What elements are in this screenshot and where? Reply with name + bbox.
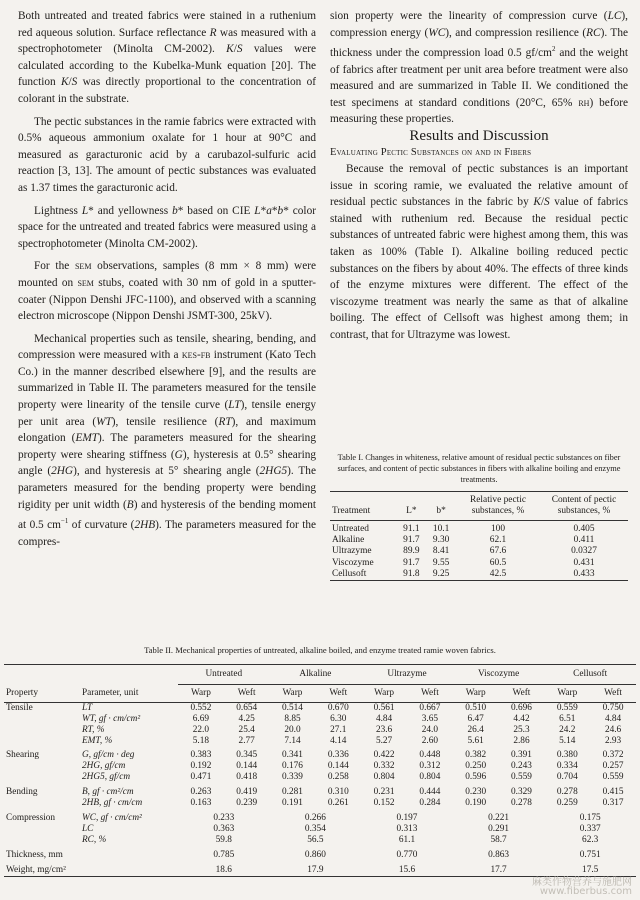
table-2-cell: 0.372 [602,750,624,761]
table-2-cell: 0.230 [465,787,487,798]
table-1-cell: 0.405 [573,524,595,534]
table-1-header-row [330,492,628,521]
left-column [18,8,316,550]
table-2-cell: 20.0 [284,724,301,735]
table-2-cell: 0.383 [190,750,212,761]
paragraph-compression: sion property were the linearity of compression curve (LC), compression energy (WC), and compression resilience (RC). The thickness under the compression load 0.5 $gf/cm^2$ and the weight of fabrics after treatment per unit area before treatment were also measured and are summarized in Table II. We conditioned the test specimens at standard conditions (20°C, 65% rh) before measuring these properties. [330,10,629,126]
table-2-cell: 17.9 [307,864,324,875]
table-2-property [4,725,80,736]
table-2-col-warp: Warp [178,684,224,702]
table-2-cell: 5.61 [467,735,484,746]
table-2-cell: 8.85 [284,713,301,724]
table-2-cell: 0.337 [579,823,601,834]
table-2-property [4,772,80,783]
table-2-cell: 62.3 [582,834,599,845]
table-2-group-viscozyme: Viscozyme [453,665,545,685]
table-2-property [4,761,80,772]
table-2-cell: 7.14 [284,735,301,746]
table-2-cell: 0.785 [213,849,235,860]
table-2-cell: 0.596 [465,772,487,783]
table-2-subheader-row [4,684,636,702]
table-2-cell: 0.176 [282,761,303,772]
table-2-row [4,783,636,798]
table-2-row [4,725,636,736]
table-2-parameter: 2HB, gf · cm/cm [82,798,143,809]
table-2 [4,645,636,877]
table-2-cell: 0.336 [327,750,349,761]
table-2-cell: 0.382 [465,750,487,761]
table-1-cell: 8.41 [432,546,450,557]
table-2-parameter: G, gf/cm · deg [82,750,135,761]
table-2-col-weft: Weft [224,684,270,702]
table-1-header: b* [436,506,446,516]
table-2-property [4,824,80,835]
paragraph-staining: Both untreated and treated fabrics were stained in a ruthenium red aqueous solution. Surface reflectance R was measured with a spectrophotometer (Minolta CM-2002). K/S values were calculated according to the Kubelka-Munk equation [20]. The function K/S was directly proportional to the concentration of colorant in the substrate. [18,10,317,105]
table-2-cell: 0.341 [282,750,303,761]
table-2-cell: 0.259 [556,798,578,809]
paragraph-lightness: Lightness L* and yellowness b* based on CIE L*a*b* color space for the untreated and treated fabrics were measured using a spectrophotometer (Minolta CM-2002). [18,204,316,250]
table-2-cell: 5.18 [192,735,210,746]
table-1-cell: 91.7 [403,535,420,546]
table-2-parameter: 2HG, gf/cm [82,761,126,772]
table-2-cell: 4.42 [513,713,530,724]
table-1-cell: 9.30 [432,535,450,546]
table-2-col-warp: Warp [361,684,407,702]
table-2-group-ultrazyme: Ultrazyme [361,665,453,685]
table-2-cell: 22.0 [192,724,210,735]
table-2-cell: 0.190 [465,798,487,809]
table-1-cell: Cellusoft [332,568,367,579]
table-1-cell: Untreated [332,524,369,534]
table-2-cell: 0.670 [327,702,349,713]
table-2-cell: 0.561 [373,702,395,713]
watermark-cn: 麻类作物营养与施肥网 [532,877,632,888]
table-2-cell: 0.221 [488,812,510,823]
table-2-cell: 0.291 [488,823,510,834]
table-2-cell: 24.2 [559,724,576,735]
table-2-cell: 0.363 [213,823,235,834]
table-1-cell: 0.0327 [571,546,597,557]
table-2-cell: 0.448 [419,750,441,761]
table-2-cell: 0.559 [556,702,578,713]
table-2-cell: 27.1 [330,724,347,735]
table-2-cell: 4.84 [375,713,393,724]
table-2-cell: 0.329 [511,787,532,798]
paragraph-results: Because the removal of pectic substances is an important issue in scoring ramie, we evaluated the relative amount of residual pectic substances in the fabric by K/S value of fabrics stained with ruthenium red. Because the residual pectic substances of untreated fabric were highest among them, this was taken as 100% (Table I). Alkaline boiling reduced pectic substances on the fibers by about 40%. The effects of three kinds of the enzyme mixtures were different. The effect of the viscozyme treatment was nearly the same as that of alkaline boiling. The effect of Cellsoft was highest among them; in contrast, that for Ultrazyme was lowest. [330,163,628,342]
table-2-row [4,798,636,809]
table-2-cell: 2.60 [421,735,439,746]
table-2-cell: 0.258 [327,772,349,783]
table-2-group-cellusoft: Cellusoft [544,665,636,685]
table-2-cell: 0.313 [396,823,418,834]
table-2-row [4,824,636,835]
table-2-row [4,746,636,761]
table-2-cell: 0.704 [556,772,578,783]
table-2-cell: 0.444 [419,787,441,798]
table-2-cell: 0.418 [236,772,258,783]
table-2-cell: 0.332 [373,761,395,772]
table-2-property: Thickness, mm [6,849,63,860]
table-2-col-weft: Weft [590,684,636,702]
table-2-cell: 59.8 [215,834,232,845]
table-2-cell: 0.804 [373,772,395,783]
table-1-caption: Table I. Changes in whiteness, relative amount of residual pectic substances on fiber surfaces, and content of pectic substances in fibers with alkaline boiling and enzyme treatments. [337,453,621,484]
table-1-cell: 89.9 [403,546,420,557]
table-1-cell: Viscozyme [332,557,374,568]
table-2-cell: 0.696 [511,702,532,713]
table-2-row [4,772,636,783]
table-2-caption: Table II. Mechanical properties of untreated, alkaline boiled, and enzyme treated ramie woven fabrics. [144,645,496,655]
table-2-col-property: Property [4,684,80,702]
table-2-cell: 0.863 [488,849,510,860]
table-1-cell: 10.1 [432,524,450,534]
table-2-cell: 0.559 [602,772,624,783]
table-2-col-parameter: Parameter, unit [80,684,178,702]
table-2-row [4,702,636,713]
table-2-grid [4,664,636,877]
table-2-cell: 0.514 [282,702,303,713]
table-2-cell: 0.667 [419,702,441,713]
table-2-cell: 0.510 [465,702,487,713]
table-2-cell: 5.14 [559,735,576,746]
table-2-cell: 2.77 [238,735,255,746]
table-1-cell: 9.55 [432,557,450,568]
table-1-header: Content of pectic substances, % [551,495,617,516]
table-2-col-weft: Weft [315,684,361,702]
table-2-group-row [4,665,636,685]
table-2-cell: 0.345 [236,750,258,761]
table-2-cell: 24.6 [604,724,622,735]
table-2-cell: 0.339 [282,772,303,783]
table-2-cell: 0.152 [373,798,395,809]
table-2-parameter: LC [82,823,94,834]
table-2-cell: 2.86 [513,735,530,746]
table-2-cell: 0.312 [419,761,441,772]
table-2-cell: 4.14 [330,735,347,746]
table-2-cell: 0.860 [304,849,326,860]
table-2-cell: 0.278 [556,787,578,798]
table-2-cell: 0.197 [396,812,418,823]
table-2-cell: 23.6 [375,724,393,735]
watermark-url: www.fiberbus.com [539,886,632,897]
table-1-row [330,535,628,546]
table-2-row [4,761,636,772]
table-2-col-weft: Weft [407,684,453,702]
table-1-cell: 0.433 [573,568,595,579]
table-2-cell: 17.5 [582,864,599,875]
table-2-cell: 0.144 [327,761,349,772]
table-2-cell: 58.7 [490,834,507,845]
table-2-group-alkaline: Alkaline [270,665,362,685]
table-2-cell: 0.750 [602,702,624,713]
table-1-cell: Ultrazyme [332,546,372,557]
table-2-parameter: RT, % [82,724,105,735]
table-2-col-weft: Weft [499,684,545,702]
subsection-heading: Evaluating Pectic Substances on and in Fibers [330,146,532,158]
table-2-parameter: 2HG5, gf/cm [82,772,131,783]
paragraph-sem: For the sem observations, samples (8 mm × 8 mm) were mounted on sem stubs, coated with 30 nm of gold in a sputter-coater (Nippon Denshi JFC-1100), and observed with a scanning electron microscope (Nippon Denshi JSMT-300, 25kV). [18,260,316,323]
table-1-cell: 9.25 [432,568,450,579]
table-2-cell: 0.559 [511,772,532,783]
table-2-cell: 6.47 [467,713,484,724]
table-2-row [4,714,636,725]
table-2-cell: 0.654 [236,702,258,713]
table-2-row [4,835,636,846]
table-2-cell: 0.233 [213,812,235,823]
table-2-cell: 4.25 [238,713,255,724]
table-2-cell: 0.310 [327,787,349,798]
table-2-cell: 0.243 [511,761,532,772]
table-2-cell: 0.770 [396,849,418,860]
table-2-cell: 0.257 [602,761,624,772]
table-2-cell: 0.751 [579,849,601,860]
table-1-cell: 91.1 [403,524,420,534]
table-2-parameter: LT [82,702,93,713]
table-2-cell: 6.51 [559,713,576,724]
table-2-cell: 25.4 [238,724,255,735]
table-1-cell: 62.1 [489,535,507,546]
table-1-header: Relative pectic substances, % [470,495,526,516]
table-2-cell: 0.317 [602,798,624,809]
table-2-group-untreated: Untreated [178,665,270,685]
table-1-cell: 60.5 [489,557,507,568]
table-2-cell: 4.84 [604,713,622,724]
table-2-cell: 56.5 [307,834,324,845]
right-column [330,8,628,344]
table-2-parameter [80,846,178,861]
table-2-cell: 6.30 [330,713,347,724]
table-2-cell: 24.0 [421,724,439,735]
table-2-cell: 0.239 [236,798,258,809]
table-1-cell: 91.8 [403,568,420,579]
table-2-cell: 0.380 [556,750,578,761]
table-1-grid [330,491,628,581]
table-2-cell: 0.192 [190,761,212,772]
table-2-cell: 0.144 [236,761,258,772]
table-2-cell: 0.278 [511,798,532,809]
table-2-cell: 0.422 [373,750,395,761]
table-1 [330,452,628,581]
table-2-parameter [80,861,178,876]
paragraph-pectic-extraction: The pectic substances in the ramie fabrics were extracted with 0.5% aqueous ammonium oxalate for 1 hour at 90°C and measured as garacturonic acid by a carubazol-sulfuric acid reaction [3, 13]. The amount of pectic substances was evaluated as 1.37 times the garacturonic acid. [18,115,316,194]
table-2-cell: 0.284 [419,798,441,809]
table-2-col-warp: Warp [270,684,316,702]
table-2-property [4,835,80,846]
table-2-cell: 0.261 [327,798,349,809]
table-2-cell: 0.163 [190,798,212,809]
table-2-cell: 0.175 [579,812,601,823]
table-2-cell: 0.354 [304,823,326,834]
table-2-cell: 0.263 [190,787,212,798]
table-1-row [330,521,628,536]
table-2-cell: 0.250 [465,761,487,772]
paragraph-mechanical: Mechanical properties such as tensile, shearing, bending, and compression were measured with a kes-fb instrument (Kato Tech Co.) in the manner described elsewhere [9], and the results are summarized in Table II. The parameters measured for the tensile property were linearity of the tensile curve (LT), tensile energy per unit area (WT), tensile resilience (RT), and maximum elongation (EMT). The parameters measured for the shearing property were shearing stiffness (G), hysteresis at 0.5° shearing angle (2HG), and hysteresis at 5° shearing angle (2HG5). The parameters measured for the bending property were bending rigidity per unit width (B) and hysteresis of the bending moment at 0.5 $cm^{-1}$ of curvature (2HB). The parameters measured for the compres- [18,332,317,548]
table-1-cell: Alkaline [332,535,365,546]
table-2-cell: 3.65 [421,713,439,724]
table-2-cell: 0.471 [190,772,212,783]
table-2-cell: 0.231 [373,787,395,798]
table-2-row [4,809,636,824]
section-heading: Results and Discussion [409,127,549,144]
table-2-cell: 5.27 [375,735,393,746]
table-2-property [4,798,80,809]
table-2-cell: 18.6 [215,864,232,875]
table-2-cell: 0.415 [602,787,624,798]
table-2-cell: 0.334 [556,761,578,772]
table-2-parameter: B, gf · cm²/cm [82,787,134,798]
table-2-parameter: RC, % [82,834,107,845]
table-2-property: Compression [6,812,56,823]
table-2-property: Bending [6,787,38,798]
table-2-cell: 2.93 [604,735,622,746]
table-2-col-warp: Warp [544,684,590,702]
table-1-cell: 42.5 [489,568,507,579]
table-2-cell: 0.419 [236,787,258,798]
table-2-cell: 61.1 [398,834,416,845]
table-2-cell: 6.69 [192,713,210,724]
table-2-property: Weight, mg/cm² [6,864,66,875]
table-2-row [4,846,636,861]
table-2-cell: 0.191 [282,798,303,809]
table-2-cell: 0.804 [419,772,441,783]
table-2-cell: 26.4 [467,724,484,735]
table-2-cell: 0.391 [511,750,532,761]
table-1-cell: 0.431 [573,557,595,568]
table-1-row [330,569,628,581]
table-1-row [330,558,628,569]
table-2-property [4,736,80,747]
table-2-parameter: WC, gf · cm/cm² [82,812,142,823]
table-2-cell: 25.3 [513,724,530,735]
table-2-parameter: WT, gf · cm/cm² [82,713,141,724]
table-2-cell: 0.281 [282,787,303,798]
table-1-cell: 91.7 [403,557,420,568]
table-1-cell: 0.411 [573,535,595,546]
table-1-header: Treatment [332,506,371,516]
table-2-property: Tensile [6,702,33,713]
table-1-row [330,546,628,557]
table-2-cell: 0.266 [304,812,326,823]
table-2-cell: 17.7 [490,864,507,875]
table-2-row [4,736,636,747]
table-1-cell: 100 [490,524,506,534]
table-2-cell: 0.552 [190,702,212,713]
table-2-property: Shearing [6,750,40,761]
table-2-col-warp: Warp [453,684,499,702]
table-2-cell: 15.6 [398,864,416,875]
table-1-cell: 67.6 [489,546,507,557]
table-2-property [4,714,80,725]
table-2-parameter: EMT, % [82,735,113,746]
table-1-header: L* [406,506,417,516]
